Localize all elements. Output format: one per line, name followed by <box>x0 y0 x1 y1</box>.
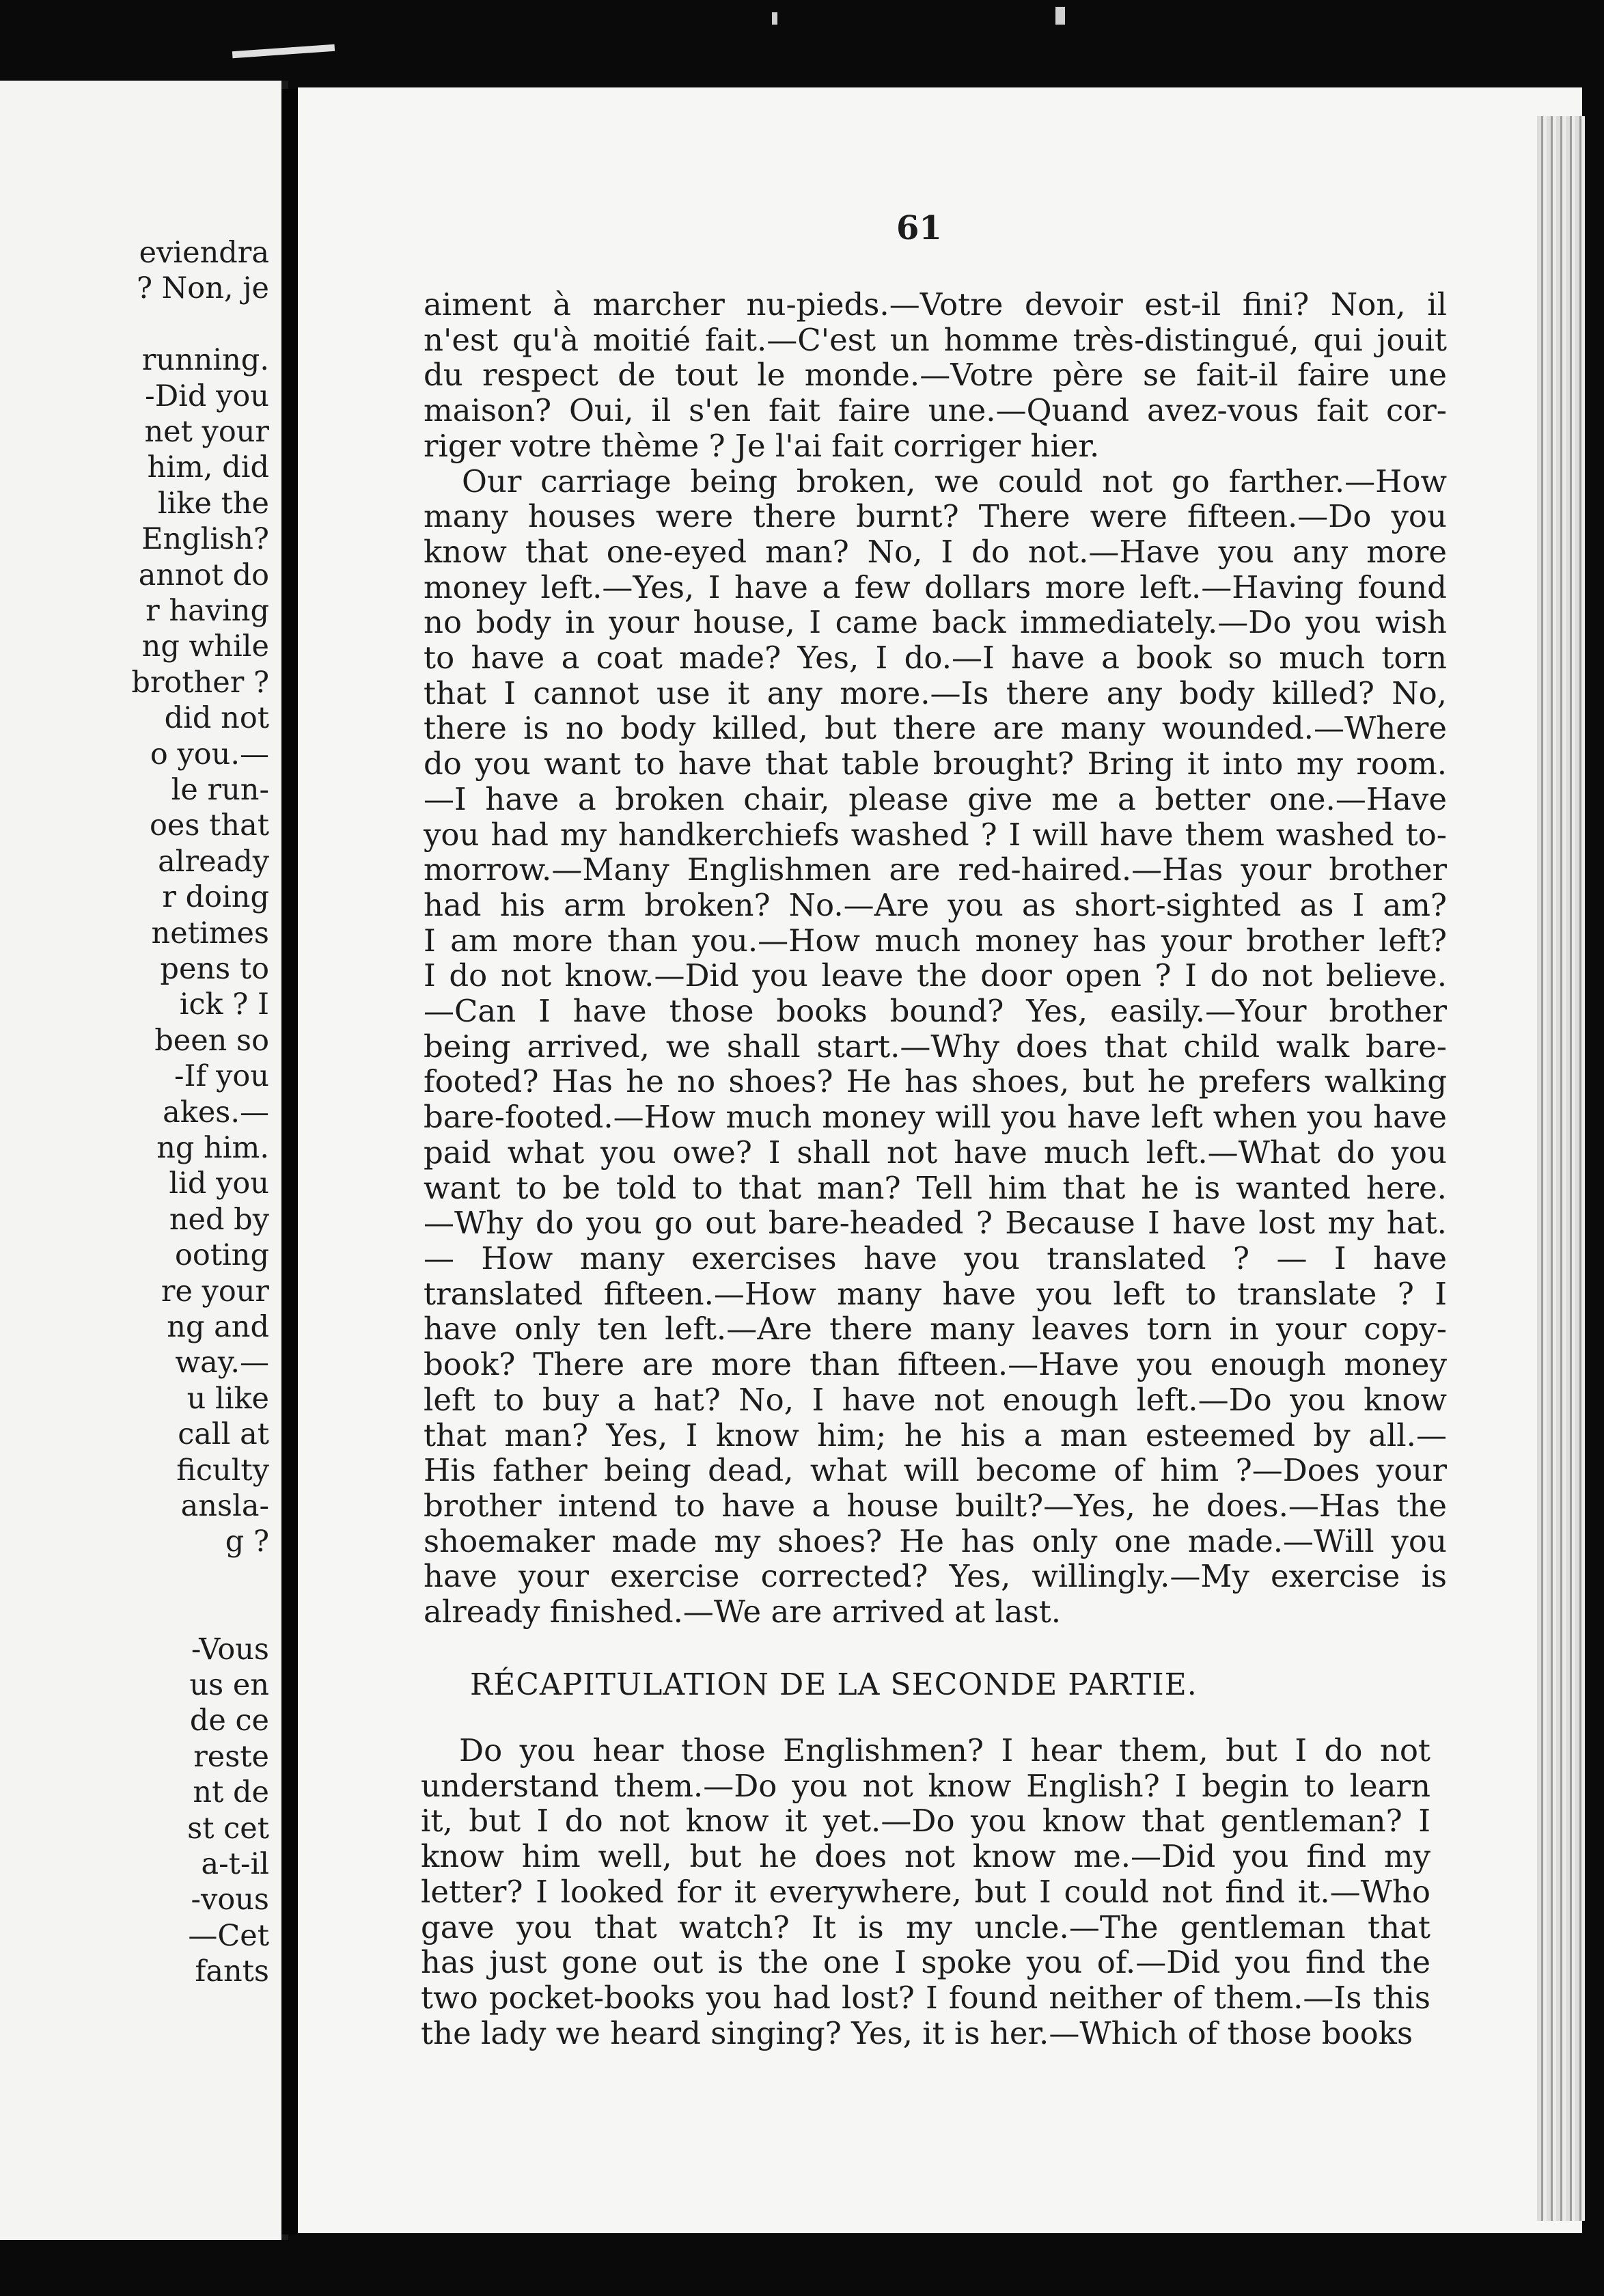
left-page-line: eviendra <box>139 236 269 270</box>
left-page-line: o you.— <box>150 737 269 771</box>
left-page-line: -Vous <box>191 1632 269 1667</box>
left-page-line: call at <box>178 1417 269 1452</box>
book-gutter <box>281 89 298 2234</box>
left-page-line: oes that <box>150 808 269 843</box>
left-page-line: pens to <box>160 952 269 986</box>
left-page-line: ansla- <box>180 1489 269 1523</box>
text-line: —Can I have those books bound? Yes, easily.—Your brother <box>424 993 1447 1030</box>
text-line: had his arm broken? No.—Are you as short-sighted as I am? <box>424 886 1447 923</box>
text-line: paid what you owe? I shall not have much left.—What do you <box>424 1134 1447 1171</box>
text-line: know him well, but he does not know me.—Did you find my <box>421 1838 1430 1875</box>
left-page-line: r doing <box>162 880 269 915</box>
left-page-line: reste <box>193 1739 269 1774</box>
text-line: riger votre thème ? Je l'ai fait corriger hier. <box>424 427 1100 464</box>
text-line: I am more than you.—How much money has your brother left? <box>424 922 1447 959</box>
left-page-line: ick ? I <box>179 987 269 1022</box>
left-page-line: annot do <box>138 558 269 592</box>
text-line: letter? I looked for it everywhere, but I could not find it.—Who <box>421 1873 1430 1910</box>
text-line: aiment à marcher nu-pieds.—Votre devoir est-il fini? Non, il <box>424 286 1447 323</box>
left-page-line: been so <box>154 1023 269 1058</box>
left-page-line: way.— <box>175 1345 269 1380</box>
scan-mark <box>232 44 335 58</box>
text-line: Do you hear those Englishmen? I hear them, but I do not <box>459 1732 1430 1768</box>
text-line: want to be told to that man? Tell him that he is wanted here. <box>424 1169 1447 1206</box>
left-page-line: ng and <box>167 1310 269 1344</box>
body-text-bottom <box>421 1733 1430 2051</box>
text-line: translated fifteen.—How many have you left to translate ? I <box>424 1275 1447 1312</box>
left-page-line: -If you <box>174 1059 269 1094</box>
text-line: n'est qu'à moitié fait.—C'est un homme très-distingué, qui jouit <box>424 321 1447 358</box>
left-page-line: ooting <box>174 1238 269 1273</box>
text-line: that I cannot use it any more.—Is there any body killed? No, <box>424 674 1447 711</box>
left-page-line: English? <box>141 522 269 557</box>
left-page-line: -Did you <box>145 379 269 413</box>
text-line: you had my handkerchiefs washed ? I will have them washed to- <box>424 816 1447 853</box>
page-number: 61 <box>896 209 942 247</box>
left-page-line: g ? <box>225 1525 269 1559</box>
text-line: left to buy a hat? No, I have not enough left.—Do you know <box>424 1381 1447 1418</box>
text-line: two pocket-books you had lost? I found neither of them.—Is this <box>421 1979 1430 2016</box>
text-line: it, but I do not know it yet.—Do you know that gentleman? I <box>421 1803 1430 1840</box>
text-line: His father being dead, what will become of him ?—Does your <box>424 1452 1447 1489</box>
text-line: to have a coat made? Yes, I do.—I have a book so much torn <box>424 640 1447 676</box>
text-line: money left.—Yes, I have a few dollars more left.—Having found <box>424 569 1447 605</box>
text-line: have your exercise corrected? Yes, willingly.—My exercise is <box>424 1558 1447 1595</box>
scan-mark <box>772 12 777 25</box>
left-page-line: us en <box>189 1668 269 1702</box>
left-page-line: le run- <box>171 773 269 807</box>
text-line: many houses were there burnt? There were fifteen.—Do you <box>424 498 1447 535</box>
left-page-line: nt de <box>193 1775 269 1810</box>
text-line: du respect de tout le monde.—Votre père se fait-il faire une <box>424 357 1447 394</box>
left-page-line: ? Non, je <box>136 271 269 306</box>
left-page-line: st cet <box>187 1811 269 1846</box>
left-page <box>0 81 288 2240</box>
text-line: the lady we heard singing? Yes, it is her.—Which of those books <box>421 2014 1413 2051</box>
left-page-line: ficulty <box>176 1453 269 1488</box>
text-line: know that one-eyed man? No, I do not.—Have you any more <box>424 533 1447 570</box>
left-page-line: brother ? <box>131 665 269 700</box>
text-line: being arrived, we shall start.—Why does that child walk bare- <box>424 1028 1447 1065</box>
left-page-line: de ce <box>189 1704 269 1738</box>
text-line: no body in your house, I came back immediately.—Do you wish <box>424 604 1447 641</box>
text-line: gave you that watch? It is my uncle.—The gentleman that <box>421 1909 1430 1945</box>
left-page-line: a-t-il <box>201 1847 269 1881</box>
text-line: shoemaker made my shoes? He has only one made.—Will you <box>424 1522 1447 1559</box>
text-line: book? There are more than fifteen.—Have you enough money <box>424 1346 1447 1383</box>
left-page-line: already <box>158 844 269 879</box>
text-line: Our carriage being broken, we could not go farther.—How <box>462 463 1447 500</box>
text-line: maison? Oui, il s'en fait faire une.—Quand avez-vous fait cor- <box>424 392 1447 429</box>
paragraph-english-exercise <box>424 464 1447 1630</box>
text-line: —Why do you go out bare-headed ? Because I have lost my hat. <box>424 1205 1447 1242</box>
text-line: understand them.—Do you not know English? I begin to learn <box>421 1767 1430 1804</box>
paragraph-french-exercise <box>424 287 1447 464</box>
left-page-line: like the <box>157 486 269 521</box>
text-line: has just gone out is the one I spoke you of.—Did you find the <box>421 1944 1430 1981</box>
text-line: I do not know.—Did you leave the door open ? I do not believe. <box>424 957 1447 994</box>
left-page-line: running. <box>141 343 269 378</box>
left-page-line: did not <box>164 701 269 736</box>
text-line: that man? Yes, I know him; he his a man esteemed by all.— <box>424 1417 1447 1453</box>
body-text-top <box>424 287 1447 1630</box>
left-page-line: r having <box>146 594 269 628</box>
left-page-line: him, did <box>147 450 269 485</box>
left-page-line: ned by <box>169 1202 269 1237</box>
text-line: do you want to have that table brought? Bring it into my room. <box>424 746 1447 782</box>
left-page-line: net your <box>144 415 269 449</box>
left-page-line: -vous <box>191 1883 269 1917</box>
left-page-line: re your <box>161 1274 269 1309</box>
left-page-line: —Cet <box>188 1918 269 1953</box>
text-line: there is no body killed, but there are many wounded.—Where <box>424 710 1447 747</box>
left-page-line: netimes <box>151 916 269 951</box>
text-line: morrow.—Many Englishmen are red-haired.—Has your brother <box>424 851 1447 888</box>
text-line: —I have a broken chair, please give me a better one.—Have <box>424 780 1447 817</box>
text-line: already finished.—We are arrived at last. <box>424 1594 1062 1630</box>
left-page-line: ng him. <box>156 1131 269 1165</box>
scan-mark <box>1055 7 1065 25</box>
text-line: brother intend to have a house built?—Yes, he does.—Has the <box>424 1487 1447 1524</box>
left-page-line: fants <box>195 1954 269 1989</box>
text-line: — How many exercises have you translated ? — I have <box>424 1240 1447 1276</box>
page-edges <box>1537 116 1585 2221</box>
left-page-line: lid you <box>169 1166 269 1201</box>
left-page-line: u like <box>186 1381 269 1416</box>
paragraph-recapitulation <box>421 1733 1430 2051</box>
text-line: have only ten left.—Are there many leaves torn in your copy- <box>424 1311 1447 1348</box>
section-heading: RÉCAPITULATION DE LA SECONDE PARTIE. <box>470 1667 1198 1702</box>
left-page-line: ng while <box>141 629 269 664</box>
text-line: footed? Has he no shoes? He has shoes, but he prefers walking <box>424 1063 1447 1100</box>
text-line: bare-footed.—How much money will you have left when you have <box>424 1099 1447 1136</box>
left-page-line: akes.— <box>163 1095 269 1130</box>
